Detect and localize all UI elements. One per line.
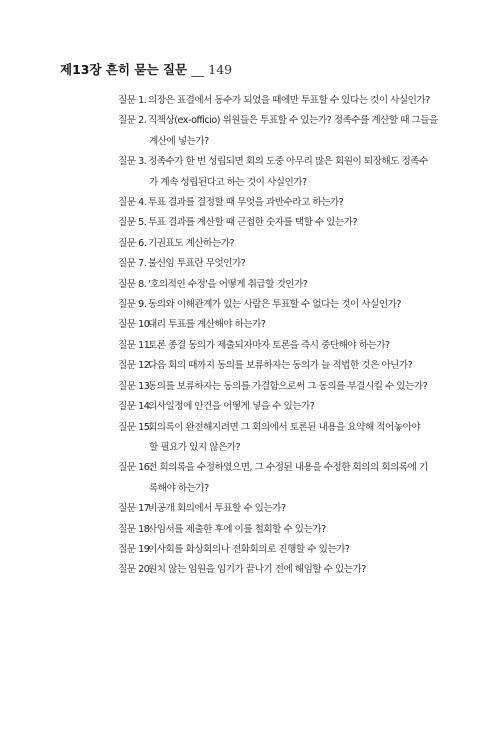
question-text: 비공개 회의에서 투표할 수 있는가? [148,503,286,515]
question-item [118,560,453,580]
running-header [60,60,232,78]
question-text: 불신임 투표란 무엇인가? [148,258,246,270]
question-number: 질문 16. [118,462,152,474]
question-number: 질문 2. [118,115,147,127]
question-number: 질문 4. [118,197,147,209]
question-item [118,377,453,397]
question-number: 질문 18. [118,523,152,535]
question-number: 질문 12. [118,360,152,372]
question-item [118,254,453,274]
question-number: 질문 17. [118,503,152,515]
question-number: 질문 19. [118,543,152,555]
question-item [118,458,453,499]
question-text-continued: 가 계속 성립된다고 하는 것이 사실인가? [149,176,307,188]
question-item [118,193,453,213]
question-text: 이사회를 화상회의나 전화회의로 진행할 수 있는가? [148,543,350,555]
question-text-continued: 계산에 넣는가? [149,135,209,147]
question-item [118,520,453,540]
question-item [118,111,453,152]
question-number: 질문 7. [118,258,147,270]
question-item [118,234,453,254]
question-number: 질문 1. [118,95,147,106]
question-number: 질문 9. [118,299,147,311]
question-text: '호의적인 수정'을 어떻게 취급할 것인가? [148,278,308,290]
question-text: 전 회의록을 수정하였으면, 그 수정된 내용을 수정한 회의의 회의록에 기 [148,462,428,474]
question-number: 질문 5. [118,217,147,229]
question-item [118,418,453,459]
question-number: 질문 10. [118,319,152,331]
question-text: 의장은 표결에서 동수가 되었을 때에만 투표할 수 있다는 것이 사실인가? [148,95,430,106]
question-item [118,213,453,233]
question-item [118,499,453,519]
question-number: 질문 6. [118,237,147,249]
question-text: 회의록이 완전해지려면 그 회의에서 토론된 내용을 요약해 적어놓아야 [148,421,421,433]
question-text: 동의를 보류하자는 동의를 가결함으로써 그 동의를 부결시킬 수 있는가? [148,380,428,392]
question-item [118,152,453,193]
question-item [118,315,453,335]
question-number: 질문 14. [118,401,152,413]
question-text-continued: 록해야 하는가? [149,482,209,494]
question-text: 대리 투표를 계산해야 하는가? [148,319,266,331]
question-text: 사임서를 제출한 후에 이를 철회할 수 있는가? [148,523,326,535]
question-number: 질문 15. [118,421,152,433]
question-number: 질문 3. [118,156,147,168]
question-item [118,397,453,417]
page-number: 149 [208,62,233,77]
question-text: 투표 결과를 계산할 때 근접한 숫자를 택할 수 있는가? [148,217,358,229]
question-text: 동의와 이해관계가 있는 사람은 투표할 수 없다는 것이 사실인가? [148,299,401,311]
question-number: 질문 13. [118,380,152,392]
question-list [118,91,453,581]
question-item [118,336,453,356]
question-number: 질문 8. [118,278,147,290]
question-item [118,540,453,560]
question-item [118,91,453,111]
question-text: 다음 회의 때까지 동의를 보류하자는 동의가 늘 적법한 것은 아닌가? [148,360,413,372]
header-separator: __ [191,62,204,77]
question-text: 정족수가 한 번 성립되면 회의 도중 아무리 많은 회원이 퇴장해도 정족수 [148,156,428,168]
question-text-continued: 할 필요가 있지 않은가? [149,441,241,453]
question-item [118,295,453,315]
question-number: 질문 20. [118,564,152,576]
question-text: 투표 결과를 결정할 때 무엇을 과반수라고 하는가? [148,197,344,209]
chapter-title: 제13장 흔히 묻는 질문 [60,62,188,77]
question-text: 직책상(ex-officio) 위원들은 투표할 수 있는가? 정족수를 계산할 때 그들을 [148,115,438,127]
question-text: 의사일정에 안건을 어떻게 넣을 수 있는가? [148,401,315,413]
question-item [118,356,453,376]
question-item [118,275,453,295]
question-number: 질문 11. [118,339,152,351]
question-text: 원치 않는 임원을 임기가 끝나기 전에 해임할 수 있는가? [148,564,366,576]
question-text: 기권표도 계산하는가? [148,237,235,249]
question-text: 토론 종결 동의가 제출되자마자 토론을 즉시 중단해야 하는가? [148,339,390,351]
